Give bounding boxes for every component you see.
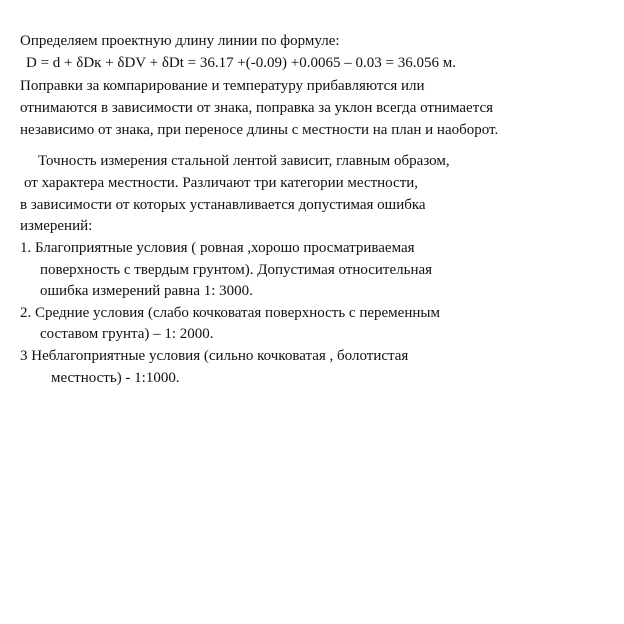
intro-line: Определяем проектную длину линии по формуле:	[20, 33, 340, 49]
list-item-line: местность) - 1:1000.	[51, 370, 180, 386]
text-line: отнимаются в зависимости от знака, поправка за уклон всегда отнимается	[20, 100, 494, 116]
text-line: Поправки за компарирование и температуру прибавляются или	[20, 78, 425, 94]
text-line: от характера местности. Различают три категории местности,	[24, 175, 419, 191]
list-item-line: 1. Благоприятные условия ( ровная ,хорошо просматриваемая	[20, 240, 415, 256]
list-item-line: ошибка измерений равна 1: 3000.	[40, 283, 253, 299]
list-item-line: 2. Средние условия (слабо кочковатая поверхность с переменным	[20, 305, 440, 321]
text-line: Точность измерения стальной лентой зависит, главным образом,	[38, 153, 450, 169]
list-item-line: поверхность с твердым грунтом). Допустимая относительная	[40, 262, 433, 278]
list-item-line: 3 Неблагоприятные условия (сильно кочковатая , болотистая	[20, 348, 409, 364]
text-line: независимо от знака, при переносе длины с местности на план и наоборот.	[20, 122, 499, 138]
text-line: в зависимости от которых устанавливается допустимая ошибка	[20, 197, 426, 213]
formula-line: D = d + δDк + δDV + δDt = 36.17 +(-0.09) +0.0065 – 0.03 = 36.056 м.	[26, 55, 456, 71]
list-item-line: составом грунта) – 1: 2000.	[40, 326, 214, 342]
text-line: измерений:	[20, 218, 93, 234]
